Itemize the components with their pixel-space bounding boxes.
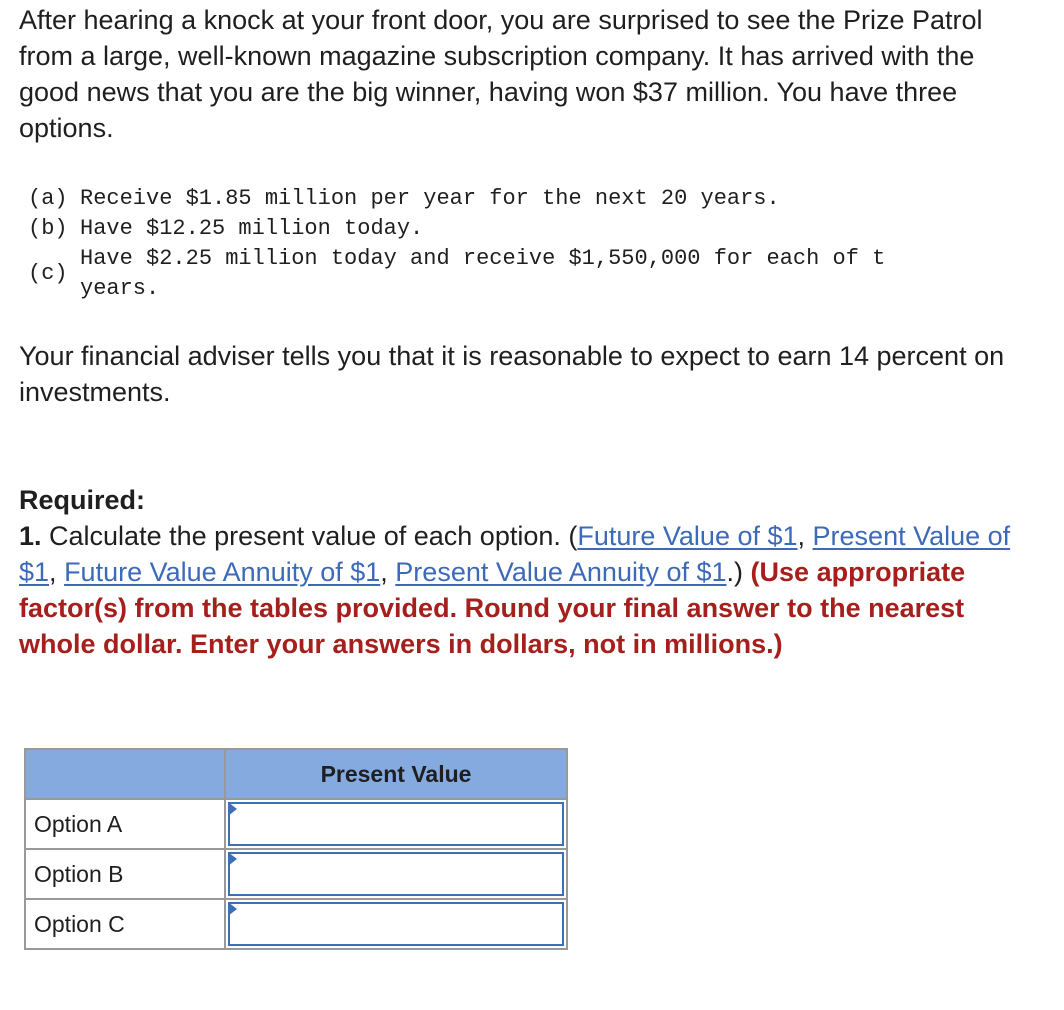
present-value-header: Present Value	[225, 749, 567, 799]
option-c-text-line-2: years.	[80, 276, 160, 301]
question-number: 1.	[19, 521, 42, 551]
input-marker-icon	[228, 802, 237, 816]
close-paren: .)	[726, 557, 744, 587]
option-b-letter: (b)	[28, 216, 68, 241]
required-section: Required: 1. Calculate the present value of each option. (Future Value of $1, Present Value of $1, Future Value Annuity of $1, Present Value Annuity of $1.) (Use appropriate factor(s) from the tables provided. Round your final answer to the nearest whole dollar. Enter your answers in dollars, not in millions.)	[19, 482, 1019, 662]
option-b-text: Have $12.25 million today.	[80, 216, 424, 241]
options-list	[28, 184, 885, 304]
adviser-statement: Your financial adviser tells you that it is reasonable to expect to earn 14 percent on investments.	[19, 341, 1005, 407]
input-marker-icon	[228, 852, 237, 866]
option-a-answer-cell	[225, 799, 567, 849]
link-present-value-1[interactable]: Present Value of $1	[19, 521, 1011, 587]
answer-instructions: (Use appropriate factor(s) from the tables provided. Round your final answer to the nearest whole dollar. Enter your answers in dollars, not in millions.)	[19, 557, 966, 659]
corner-header-cell	[25, 749, 225, 799]
option-a-text: Receive $1.85 million per year for the next 20 years.	[80, 186, 780, 211]
required-heading: Required:	[19, 485, 146, 515]
link-future-value-annuity-1[interactable]: Future Value Annuity of $1	[64, 557, 381, 587]
option-a-present-value-input[interactable]	[228, 802, 564, 846]
problem-intro: After hearing a knock at your front door, you are surprised to see the Prize Patrol from a large, well-known magazine subscription company. It has arrived with the good news that you are the big winner, having won $37 million. You have three options.	[19, 5, 983, 143]
table-row	[25, 849, 567, 899]
table-row	[25, 799, 567, 849]
option-b	[28, 214, 885, 244]
option-b-present-value-input[interactable]	[228, 852, 564, 896]
option-a-label: Option A	[25, 799, 225, 849]
question-text: Calculate the present value of each option. (	[41, 521, 578, 551]
present-value-table	[24, 748, 568, 950]
option-b-answer-cell	[225, 849, 567, 899]
option-c-present-value-input[interactable]	[228, 902, 564, 946]
link-present-value-annuity-1[interactable]: Present Value Annuity of $1	[395, 557, 727, 587]
option-a-letter: (a)	[28, 186, 68, 211]
option-c-text-line-1: Have $2.25 million today and receive $1,550,000 for each of t	[80, 246, 886, 271]
option-c-letter: (c)	[28, 261, 68, 286]
table-row	[25, 899, 567, 949]
table-header-row	[25, 749, 567, 799]
option-c-label: Option C	[25, 899, 225, 949]
link-future-value-1[interactable]: Future Value of $1	[577, 521, 798, 551]
option-c	[28, 244, 885, 304]
input-marker-icon	[228, 902, 237, 916]
option-a	[28, 184, 885, 214]
option-b-label: Option B	[25, 849, 225, 899]
option-c-answer-cell	[225, 899, 567, 949]
